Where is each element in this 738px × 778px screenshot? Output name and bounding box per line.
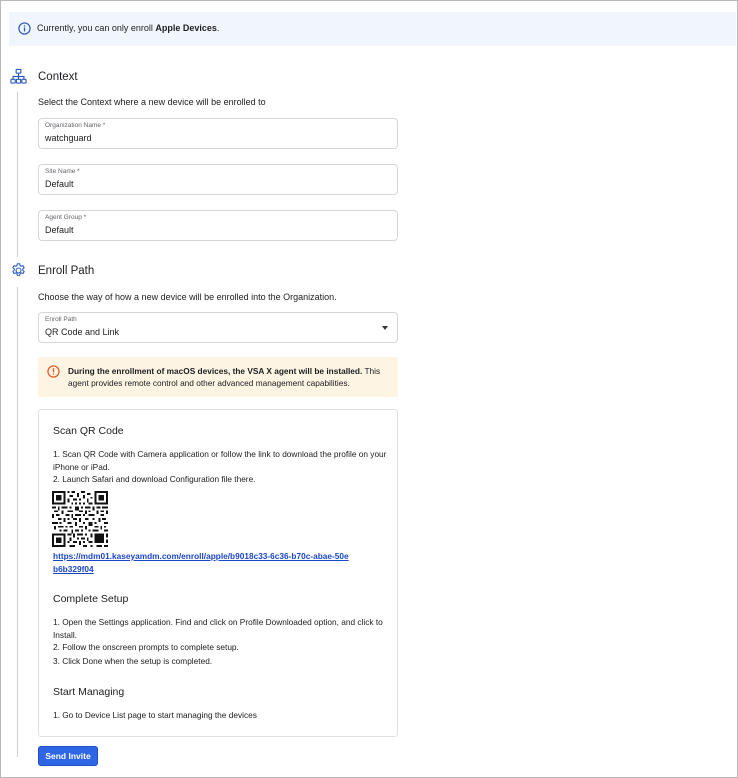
scan-step-2: 2. Launch Safari and download Configuration file there. xyxy=(53,474,256,484)
send-invite-button[interactable]: Send Invite xyxy=(38,746,98,766)
info-banner-text xyxy=(37,23,219,33)
setup-step-2: 2. Follow the onscreen prompts to complete setup. xyxy=(53,642,239,652)
enrollment-profile-link[interactable]: https://mdm01.kaseyamdm.com/enroll/apple/b9018c33-6c36-b70c-abae-50eb6b329f04 xyxy=(53,551,349,574)
warning-bold: During the enrollment of macOS devices, the VSA X agent will be installed. xyxy=(68,366,363,376)
agent-group-field[interactable] xyxy=(38,210,398,241)
banner-prefix: Currently, you can only enroll xyxy=(37,23,156,33)
setup-step-1: 1. Open the Settings application. Find and click on Profile Downloaded option, and click to Install. xyxy=(53,617,383,640)
scan-qr-title: Scan QR Code xyxy=(53,425,124,437)
enroll-path-select-label: Enroll Path xyxy=(45,316,77,323)
info-icon xyxy=(18,22,31,35)
context-title: Context xyxy=(38,71,78,83)
qr-code xyxy=(52,491,108,547)
hierarchy-icon xyxy=(10,68,27,85)
step-rail-context xyxy=(17,92,18,257)
warning-rest: This agent provides remote control and other advanced management capabilities. xyxy=(68,366,381,388)
setup-step-3: 3. Click Done when the setup is completed. xyxy=(53,656,213,666)
info-banner xyxy=(9,12,736,46)
enroll-path-title: Enroll Path xyxy=(38,265,95,277)
caret-down-icon[interactable] xyxy=(382,326,388,330)
agent-group-value: Default xyxy=(45,225,74,235)
enroll-path-select[interactable] xyxy=(38,312,398,343)
organization-name-label: Organization Name * xyxy=(45,122,106,129)
banner-suffix: . xyxy=(216,23,220,33)
complete-setup-title: Complete Setup xyxy=(53,593,129,605)
scan-step-1: 1. Scan QR Code with Camera application or follow the link to download the profile on your iPhone or iPad. xyxy=(53,449,387,472)
site-name-label: Site Name * xyxy=(45,168,80,175)
managing-step-1: 1. Go to Device List page to start managing the devices xyxy=(53,710,257,720)
banner-emphasis: Apple Devices xyxy=(155,23,217,33)
gear-icon xyxy=(10,262,27,279)
alert-circle-icon xyxy=(47,365,60,378)
context-description: Select the Context where a new device will be enrolled to xyxy=(38,97,266,107)
instructions-card xyxy=(38,409,398,737)
organization-name-field[interactable] xyxy=(38,118,398,149)
enroll-path-description: Choose the way of how a new device will be enrolled into the Organization. xyxy=(38,292,337,302)
enroll-path-select-value: QR Code and Link xyxy=(45,327,120,337)
warning-text xyxy=(68,365,393,389)
macos-warning-callout xyxy=(38,357,398,397)
agent-group-label: Agent Group * xyxy=(45,214,87,221)
start-managing-title: Start Managing xyxy=(53,686,125,698)
site-name-value: Default xyxy=(45,179,74,189)
step-rail-enroll-path xyxy=(17,287,18,757)
organization-name-value: watchguard xyxy=(45,133,92,143)
site-name-field[interactable] xyxy=(38,164,398,195)
